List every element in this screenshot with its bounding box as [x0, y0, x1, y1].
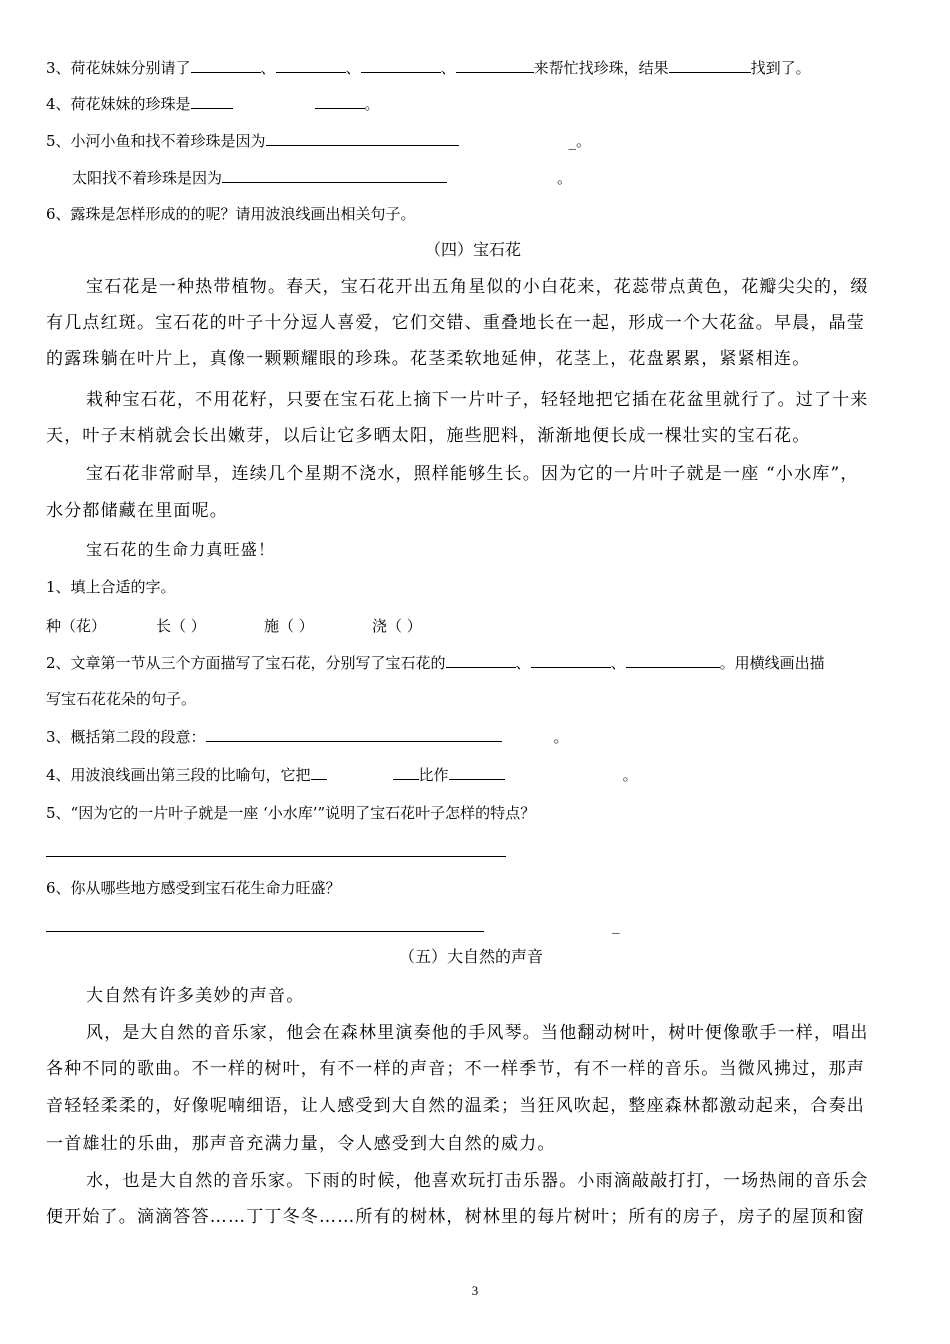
answer-line-end: _ — [612, 916, 620, 934]
fill-item[interactable]: 施（ ） — [264, 617, 314, 635]
s4-question-5: 5、“因为它的一片叶子就是一座 ‘小水库’”说明了宝石花叶子怎样的特点？ — [46, 804, 536, 822]
blank[interactable] — [449, 779, 505, 780]
blank[interactable] — [393, 779, 419, 780]
blank[interactable] — [361, 72, 441, 73]
fill-item[interactable]: 浇（ ） — [372, 617, 422, 635]
section-4-title: （四）宝石花 — [425, 240, 522, 259]
s4-p1-l2: 有几点红斑。宝石花的叶子十分逗人喜爱，它们交错、重叠地长在一起，形成一个大花盆。早晨，晶莹 — [46, 313, 865, 333]
s5-p2-l4: 一首雄壮的乐曲，那声音充满力量，令人感受到大自然的威力。 — [46, 1134, 556, 1154]
s5-p2-l3: 音轻轻柔柔的，好像呢喃细语，让人感受到大自然的温柔；当狂风吹起，整座森林都激动起来，合奏出 — [46, 1096, 865, 1116]
s4-question-2b: 写宝石花花朵的句子。 — [46, 690, 197, 708]
blank[interactable] — [456, 72, 534, 73]
question-5b: 太阳找不着珍珠是因为 。 — [72, 169, 573, 187]
page-number: 3 — [471, 1283, 479, 1298]
blank[interactable] — [626, 667, 720, 668]
s4-p2-l2: 天，叶子末梢就会长出嫩芽，以后让它多晒太阳，施些肥料，渐渐地便长成一棵壮实的宝石花。 — [46, 426, 811, 446]
blank[interactable] — [446, 667, 516, 668]
s4-p2-l1: 栽种宝石花，不用花籽，只要在宝石花上摘下一片叶子，轻轻地把它插在花盆里就行了。过了十来 — [86, 390, 869, 410]
s4-question-3: 3、概括第二段的段意： 。 — [46, 728, 569, 746]
blank[interactable] — [315, 108, 365, 109]
s5-p3-l2: 便开始了。滴滴答答……丁丁冬冬……所有的树林，树林里的每片树叶；所有的房子，房子的屋顶和窗 — [46, 1207, 865, 1227]
s4-p1-l1: 宝石花是一种热带植物。春天，宝石花开出五角星似的小白花来，花蕊带点黄色，花瓣尖尖的，缀 — [86, 277, 869, 297]
section-5-title: （五）大自然的声音 — [399, 947, 544, 966]
blank[interactable] — [311, 779, 327, 780]
fill-item: 种（花） — [46, 617, 107, 635]
s5-p2-l2: 各种不同的歌曲。不一样的树叶，有不一样的声音；不一样季节，有不一样的音乐。当微风拂过，那声 — [46, 1059, 865, 1079]
s5-p1: 大自然有许多美妙的声音。 — [86, 986, 305, 1006]
blank[interactable] — [669, 72, 751, 73]
blank[interactable] — [206, 741, 502, 742]
blank[interactable] — [276, 72, 346, 73]
s4-p4: 宝石花的生命力真旺盛！ — [86, 540, 276, 559]
question-6: 6、露珠是怎样形成的的呢？请用波浪线画出相关句子。 — [46, 205, 416, 223]
question-4: 4、荷花妹妹的珍珠是 。 — [46, 95, 380, 113]
blank[interactable] — [266, 145, 459, 146]
s4-question-4: 4、用波浪线画出第三段的比喻句，它把 比作 。 — [46, 766, 638, 784]
s4-p3-l1: 宝石花非常耐旱，连续几个星期不浇水，照样能够生长。因为它的一片叶子就是一座 “小水库”， — [86, 464, 859, 484]
blank[interactable] — [531, 667, 611, 668]
blank[interactable] — [191, 72, 261, 73]
s5-p2-l1: 风，是大自然的音乐家，他会在森林里演奏他的手风琴。当他翻动树叶，树叶便像歌手一样，唱出 — [86, 1023, 869, 1043]
fill-item[interactable]: 长（ ） — [156, 617, 206, 635]
question-5a: 5、小河小鱼和找不着珍珠是因为 _。 — [46, 132, 592, 150]
s5-p3-l1: 水，也是大自然的音乐家。下雨的时候，他喜欢玩打击乐器。小雨滴敲敲打打，一场热闹的音乐会 — [86, 1171, 869, 1191]
answer-line[interactable] — [46, 856, 506, 857]
answer-line[interactable] — [46, 931, 484, 932]
s4-p3-l2: 水分都储藏在里面呢。 — [46, 501, 228, 521]
question-3: 3、荷花妹妹分别请了 、 、 、 来帮忙找珍珠，结果 找到了。 — [46, 59, 811, 77]
s4-p1-l3: 的露珠躺在叶片上，真像一颗颗耀眼的珍珠。花茎柔软地延伸，花茎上，花盘累累，紧紧相连。 — [46, 349, 811, 369]
s4-question-1: 1、填上合适的字。 — [46, 578, 176, 596]
blank[interactable] — [222, 182, 447, 183]
blank[interactable] — [191, 108, 233, 109]
s4-question-6: 6、你从哪些地方感受到宝石花生命力旺盛？ — [46, 879, 341, 897]
s4-question-2: 2、文章第一节从三个方面描写了宝石花，分别写了宝石花的 、 、 。用横线画出描 — [46, 654, 825, 672]
